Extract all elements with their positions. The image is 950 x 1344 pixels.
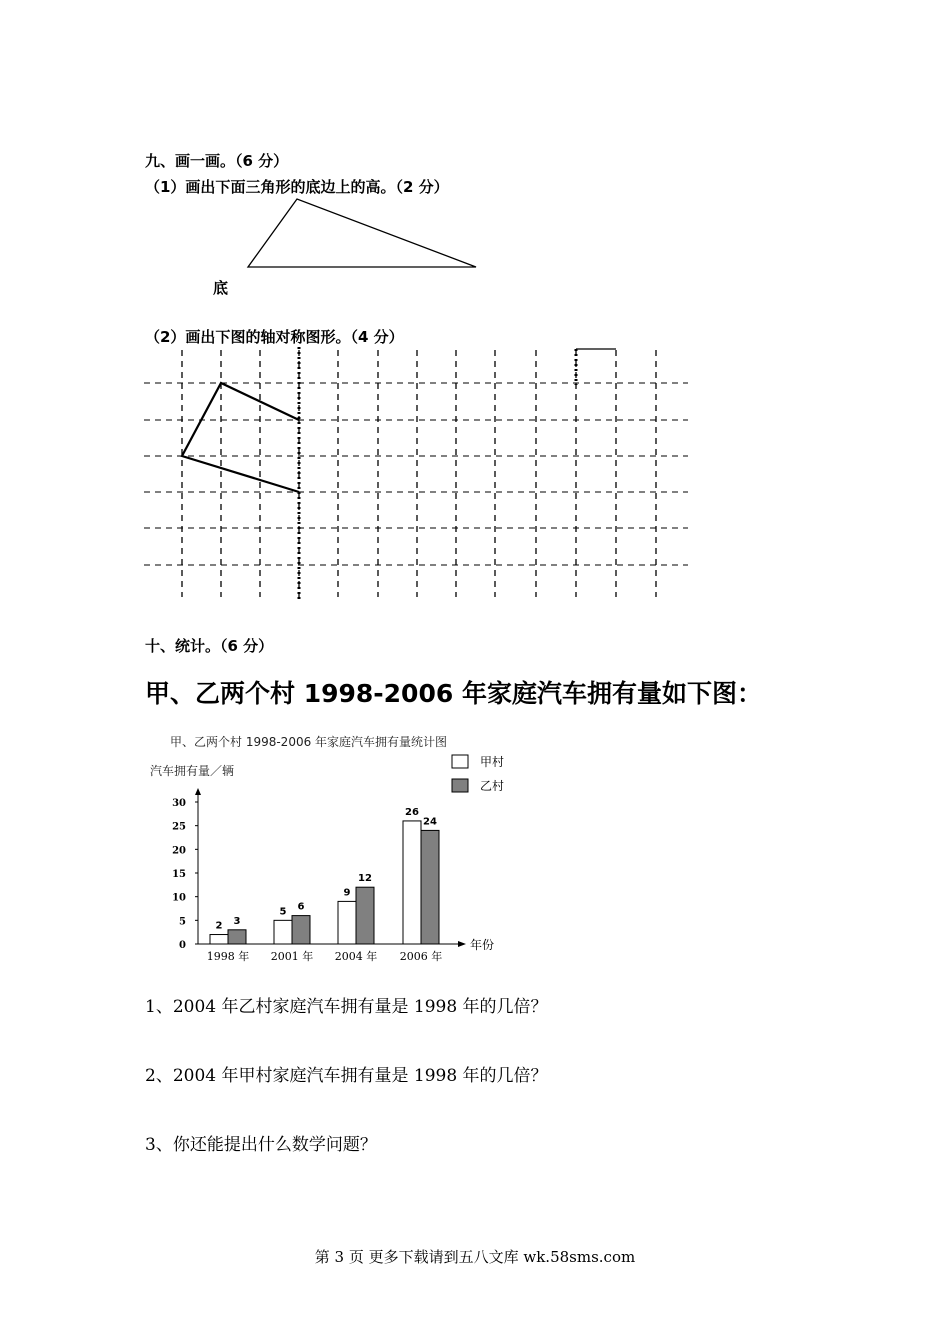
y-tick-label: 15: [172, 869, 186, 880]
y-axis-arrow: [195, 788, 201, 795]
symmetry-grid: [140, 345, 695, 605]
bar: [338, 901, 356, 944]
data-label: 24: [423, 816, 437, 828]
bar: [292, 916, 310, 944]
bar: [403, 821, 421, 944]
bar: [228, 930, 246, 944]
legend-swatch: [452, 779, 468, 792]
bar: [210, 935, 228, 944]
x-tick-label: 2004 年: [334, 950, 378, 963]
question-1: 1、2004 年乙村家庭汽车拥有量是 1998 年的几倍？: [145, 997, 548, 1017]
legend-label: 甲村: [480, 755, 505, 769]
y-tick-label: 25: [172, 821, 186, 833]
chart-intro: 甲、乙两个村 1998-2006 年家庭汽车拥有量如下图：: [145, 679, 762, 708]
data-label: 26: [405, 806, 419, 818]
x-tick-label: 2001 年: [270, 950, 314, 963]
bar: [356, 887, 374, 944]
x-tick-label: 2006 年: [399, 950, 443, 963]
given-figure: [182, 383, 299, 492]
y-tick-label: 20: [172, 845, 186, 857]
chart-title: 甲、乙两个村 1998-2006 年家庭汽车拥有量统计图: [170, 735, 448, 749]
page-footer: 第 3 页 更多下载请到五八文库 wk.58sms.com: [314, 1248, 636, 1266]
x-tick-label: 1998 年: [206, 950, 250, 963]
question-9-2: （2）画出下图的轴对称图形。（4 分）: [145, 328, 404, 346]
triangle-figure: [240, 195, 485, 275]
question-3: 3、你还能提出什么数学问题？: [145, 1135, 377, 1155]
legend-label: 乙村: [480, 779, 505, 793]
data-label: 2: [215, 920, 223, 932]
data-label: 5: [279, 906, 287, 918]
bar: [274, 920, 292, 944]
data-label: 3: [233, 915, 241, 927]
base-label: 底: [213, 279, 229, 297]
bar-chart: [160, 745, 520, 970]
legend-swatch: [452, 755, 468, 768]
chart-y-axis-label: 汽车拥有量／辆: [150, 764, 235, 778]
y-tick-label: 30: [172, 798, 186, 809]
data-label: 9: [343, 887, 351, 899]
question-2: 2、2004 年甲村家庭汽车拥有量是 1998 年的几倍？: [145, 1066, 548, 1086]
data-label: 12: [358, 873, 372, 885]
x-axis-label: 年份: [470, 938, 495, 952]
y-tick-label: 0: [179, 940, 186, 951]
data-label: 6: [297, 901, 305, 913]
section9-heading: 九、画一画。（6 分）: [145, 152, 289, 170]
question-9-1: （1）画出下面三角形的底边上的高。（2 分）: [145, 178, 449, 196]
y-tick-label: 10: [172, 892, 186, 904]
y-tick-label: 5: [179, 916, 186, 928]
section10-heading: 十、统计。（6 分）: [145, 637, 274, 655]
x-axis-arrow: [458, 941, 466, 947]
bar: [421, 830, 439, 944]
